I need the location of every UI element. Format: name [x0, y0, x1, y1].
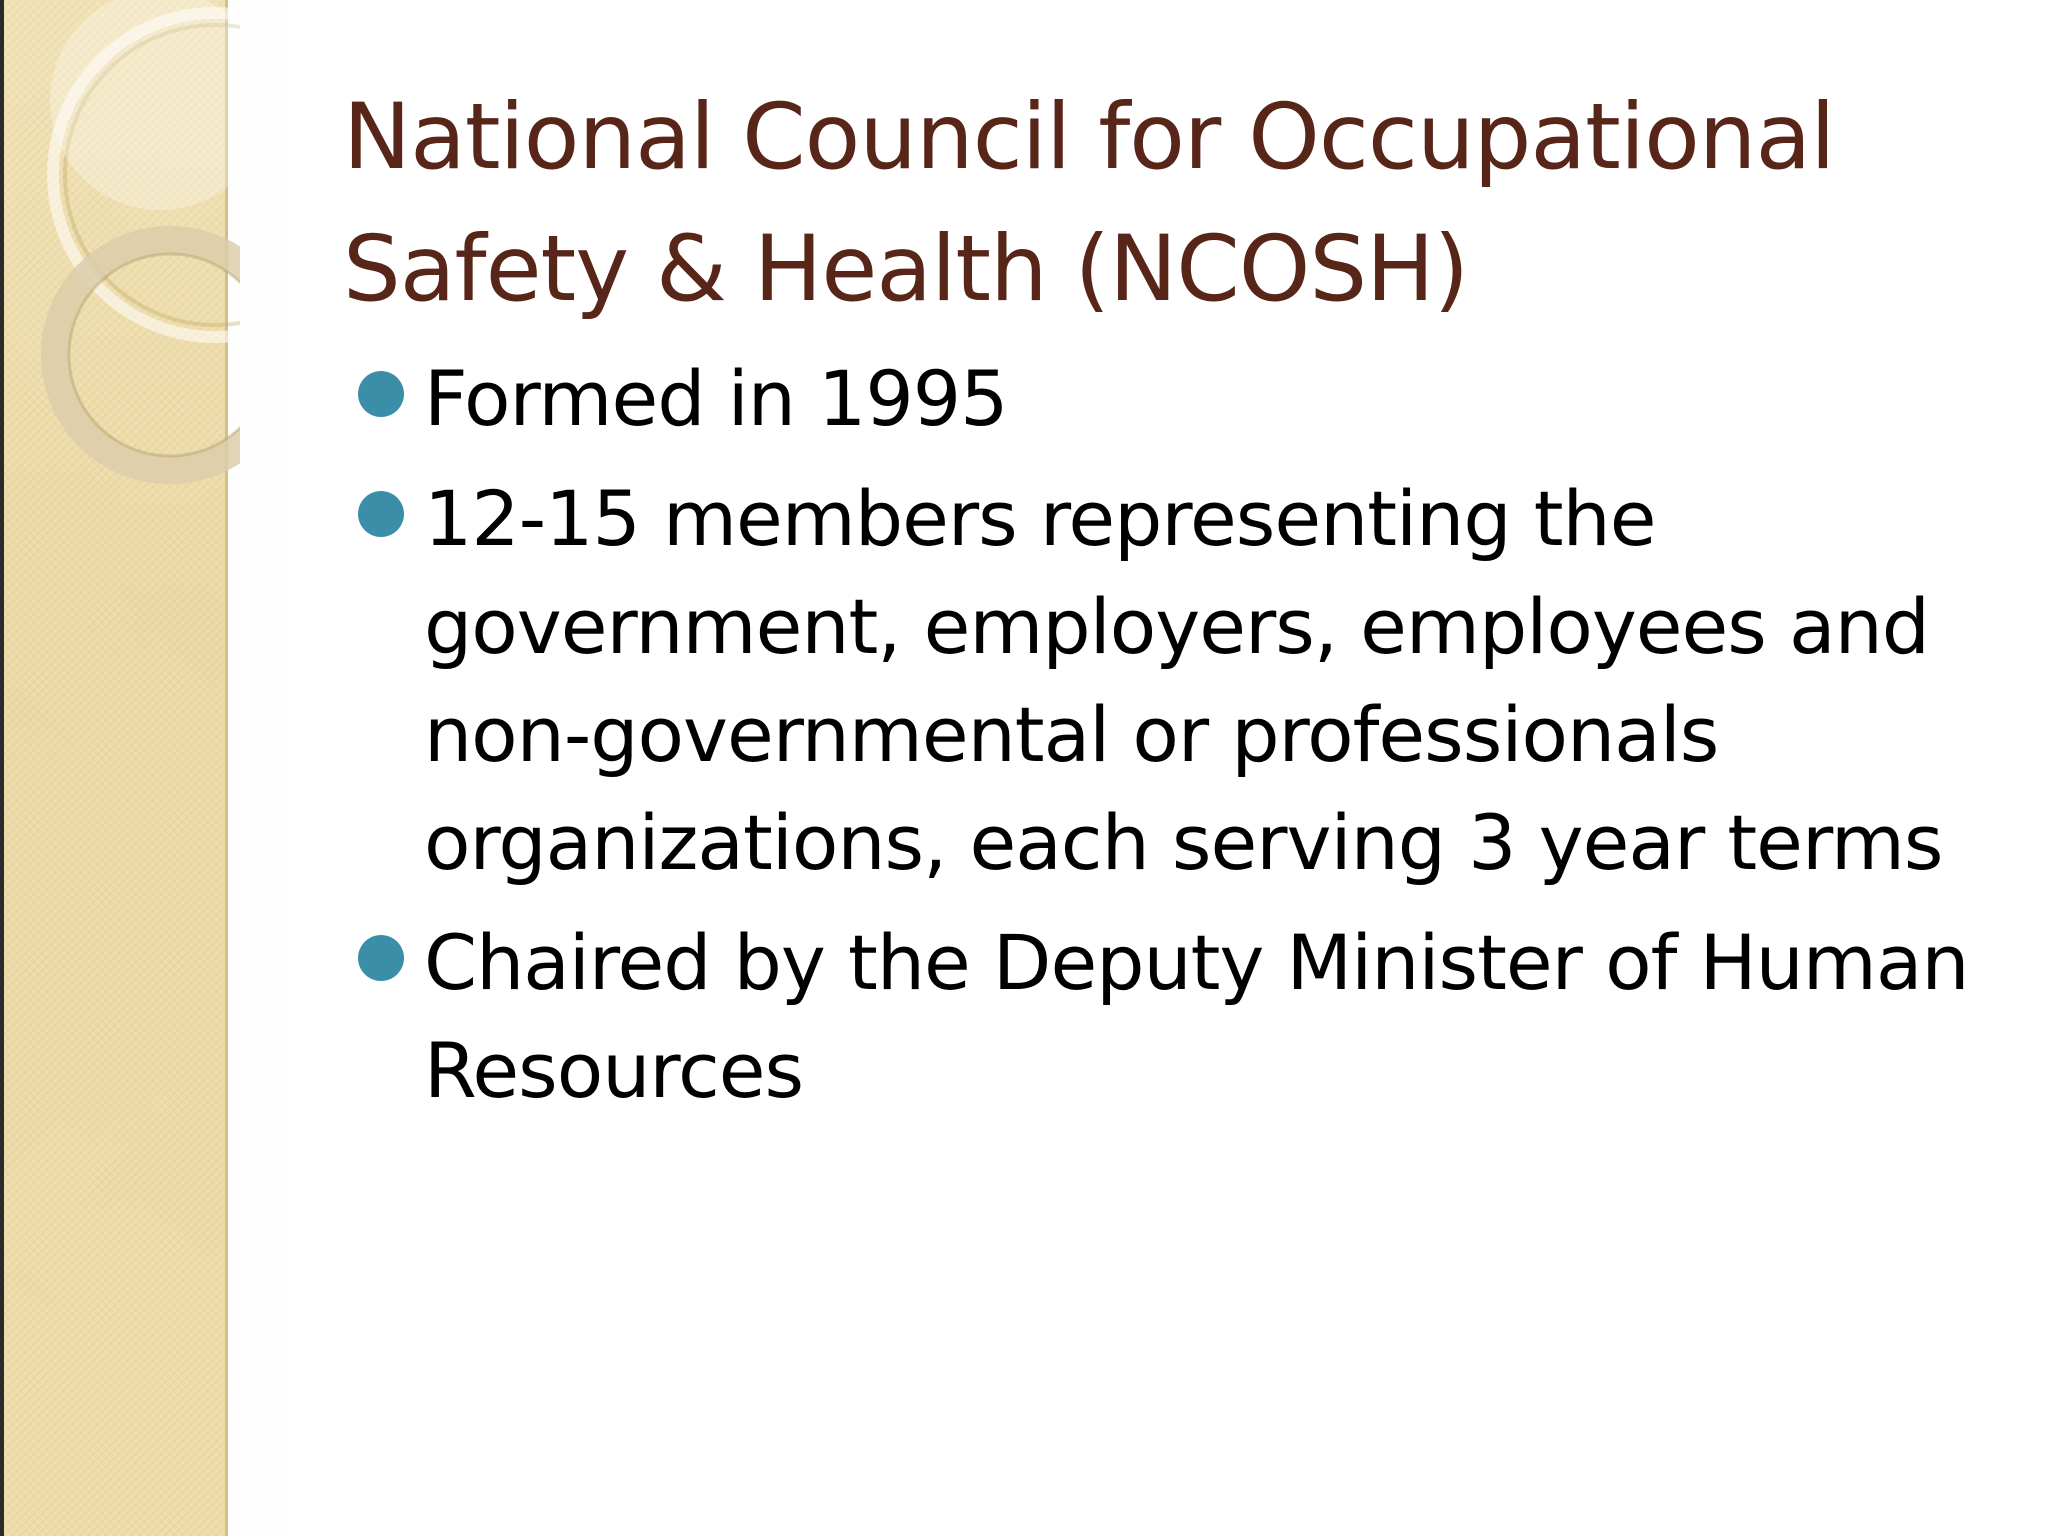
decorative-rings — [0, 0, 240, 520]
bullet-text: 12-15 members representing the government, employers, employees and non-governmental or professionals organizations, each serving 3 year terms — [424, 474, 1943, 887]
decorative-ring-small — [55, 240, 240, 470]
bullet-dot-icon — [358, 371, 404, 417]
decorative-disc — [50, 0, 240, 210]
bullet-item — [358, 909, 1998, 1125]
bullet-item — [358, 345, 1998, 453]
bullet-list — [358, 345, 1998, 1137]
bullet-text: Chaired by the Deputy Minister of Human Resources — [424, 918, 1969, 1115]
bullet-item — [358, 465, 1998, 897]
bullet-dot-icon — [358, 935, 404, 981]
bullet-text: Formed in 1995 — [424, 354, 1008, 443]
slide-title: National Council for Occupational Safety & Health (NCOSH) — [343, 85, 1835, 322]
bullet-dot-icon — [358, 491, 404, 537]
